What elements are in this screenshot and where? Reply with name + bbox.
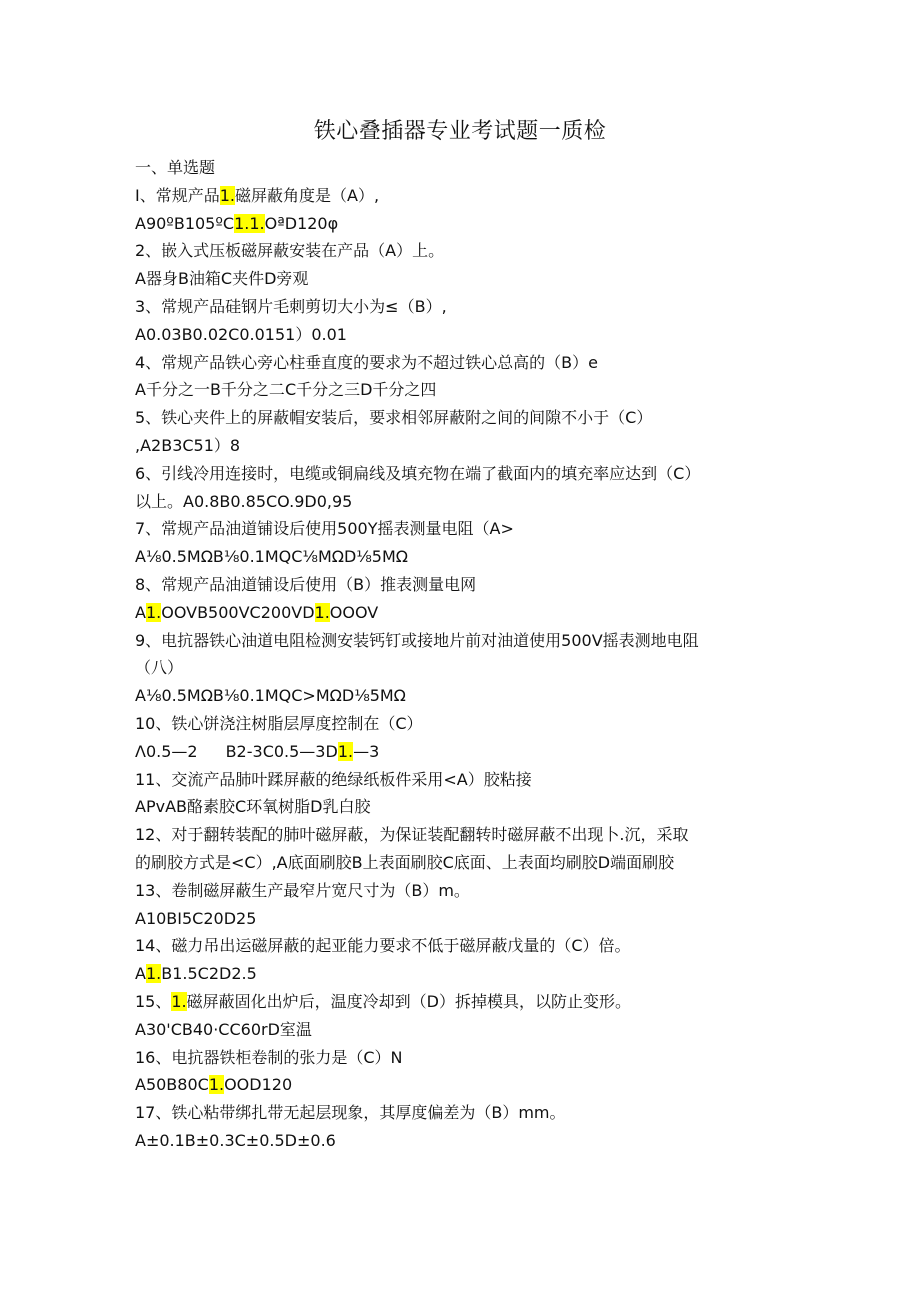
- answer-13: A10BI5C20D25: [135, 908, 257, 928]
- answer-text: A90ºB105ºC: [135, 213, 235, 233]
- answer-5: ,A2B3C51）8: [135, 435, 241, 455]
- answer-7: A⅛0.5MΩB⅛0.1MQC⅛MΩD⅛5MΩ: [135, 547, 409, 567]
- option-b: B±0.3: [184, 1130, 235, 1150]
- highlight-mark: 1.: [314, 602, 330, 622]
- answer-text: OOD120: [224, 1075, 293, 1095]
- answer-9: A⅛0.5MΩB⅛0.1MQC>MΩD⅛5MΩ: [135, 686, 406, 706]
- highlight-mark: 1.: [171, 991, 187, 1011]
- question-12-continued: 的刷胶方式是<C）,A底面刷胶B上表面刷胶C底面、上表面均刷胶D端面刷胶: [135, 852, 675, 872]
- option-a: A千分之一: [135, 380, 210, 400]
- highlight-mark: 1.: [208, 1075, 225, 1095]
- question-16: 16、电抗器铁柜卷制的张力是（C）N: [135, 1047, 403, 1067]
- question-8: 8、常规产品油道铺设后使用（B）推表测量电网: [135, 574, 477, 594]
- option-a: Λ0.5—2: [135, 741, 198, 761]
- option-b: B千分之二: [209, 380, 285, 400]
- answer-16: [135, 1071, 785, 1099]
- highlight-mark: 1.: [219, 185, 235, 205]
- answer-text: B2-3C0.5—3D: [225, 741, 338, 761]
- option-a: A±0.1: [135, 1130, 185, 1150]
- question-14: 14、磁力吊出运磁屏蔽的起亚能力要求不低于磁屏蔽戊量的（C）倍。: [135, 936, 631, 956]
- question-10: 10、铁心饼浇注树脂层厚度控制在（C）: [135, 713, 423, 733]
- question-text: 磁屏蔽角度是（A）,: [235, 185, 380, 205]
- question-9: 9、电抗器铁心油道电阻检测安装钙钉或接地片前对油道使用500V摇表测地电阻: [135, 630, 699, 650]
- answer-text: A: [135, 964, 146, 984]
- question-text: I、常规产品: [135, 185, 220, 205]
- page-title: 铁心叠插器专业考试题一质检: [313, 119, 607, 144]
- answer-text: 以上。A0.8B0.85CO.9: [135, 491, 305, 511]
- highlight-mark: 1.1.: [234, 213, 265, 233]
- answer-3: A0.03B0.02C0.0151）0.01: [135, 324, 347, 344]
- question-12: 12、对于翻转装配的肺叶磁屏蔽，为保证装配翻转时磁屏蔽不出现卜.沉，采取: [135, 825, 689, 845]
- question-15: [135, 988, 785, 1016]
- option-c: C±0.5: [234, 1130, 285, 1150]
- question-list: [135, 154, 785, 1155]
- highlight-mark: 1.: [145, 602, 162, 622]
- answer-15: A30'CB40·CC60rD室温: [135, 1019, 312, 1039]
- question-9-continued: （八）: [135, 658, 184, 678]
- answer-text: OOVB500VC200VD: [161, 602, 315, 622]
- question-11: 11、交流产品肺叶蹂屏蔽的绝绿纸板件采用<A）胶粘接: [135, 769, 532, 789]
- question-7: 7、常规产品油道铺设后使用500Y摇表测量电阻（A>: [135, 519, 514, 539]
- answer-text: OªD120φ: [264, 213, 339, 233]
- option-cd: C千分之三D千分之四: [284, 380, 437, 400]
- question-text: 15、: [135, 991, 172, 1011]
- question-6: 6、引线冷用连接时，电缆或铜扁线及填充物在端了截面内的填充率应达到（C）: [135, 463, 701, 483]
- highlight-mark: 1.: [337, 741, 354, 761]
- answer-2: A器身B油箱C夹件D旁观: [135, 269, 309, 289]
- answer-17: [135, 1127, 785, 1155]
- question-3: 3、常规产品硅钢片毛刺剪切大小为≤（B）,: [135, 296, 447, 316]
- question-4: 4、常规产品铁心旁心柱垂直度的要求为不超过铁心总高的（B）e: [135, 352, 599, 372]
- answer-8: [135, 599, 785, 627]
- question-5: 5、铁心夹件上的屏蔽帽安装后，要求相邻屏蔽附之间的间隙不小于（C）: [135, 408, 653, 428]
- highlight-mark: 1.: [145, 964, 162, 984]
- answer-text: —3: [353, 741, 380, 761]
- question-1: [135, 182, 785, 210]
- answer-6: [135, 488, 785, 516]
- question-2: 2、嵌入式压板磁屏蔽安装在产品（A）上。: [135, 241, 445, 261]
- answer-14: [135, 960, 785, 988]
- answer-text: A50B80C: [135, 1075, 209, 1095]
- answer-4: [135, 376, 785, 404]
- option-d: D±0.6: [284, 1130, 336, 1150]
- section-heading: 一、单选题: [135, 158, 216, 177]
- question-text: 磁屏蔽固化出炉后，温度冷却到（D）拆掉模具，以防止变形。: [186, 991, 631, 1011]
- answer-text: B1.5C2D2.5: [161, 964, 257, 984]
- answer-10: [135, 738, 785, 766]
- answer-11: APvAB酪素胶C环氧树脂D乳白胶: [135, 797, 371, 817]
- question-17: 17、铁心粘带绑扎带无起层现象，其厚度偏差为（B）mm。: [135, 1103, 566, 1123]
- option-d: D0,95: [304, 491, 353, 511]
- question-13: 13、卷制磁屏蔽生产最窄片宽尺寸为（B）m。: [135, 880, 470, 900]
- answer-text: OOOV: [329, 602, 379, 622]
- answer-1: [135, 210, 785, 238]
- answer-text: A: [135, 602, 146, 622]
